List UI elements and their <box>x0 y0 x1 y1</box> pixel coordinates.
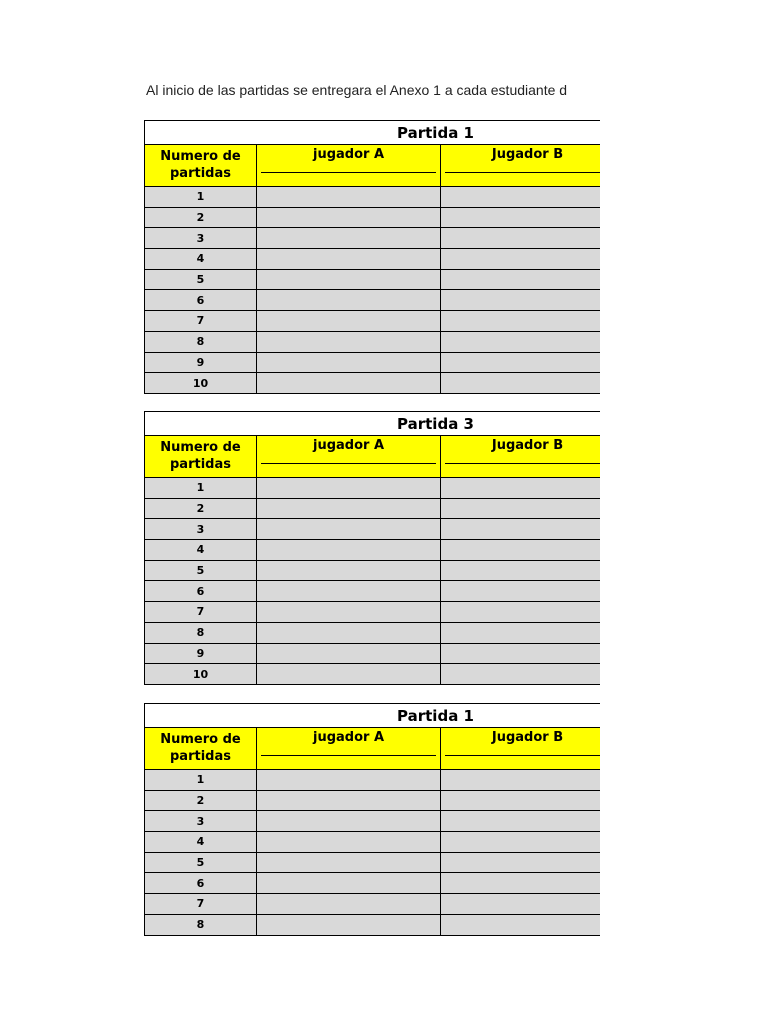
score-cell-jugador-b[interactable] <box>441 352 601 373</box>
score-cell-jugador-b[interactable] <box>441 249 601 270</box>
table-row <box>145 228 601 249</box>
score-cell-jugador-b[interactable] <box>441 832 601 853</box>
score-cell-jugador-b[interactable] <box>441 811 601 832</box>
row-number: 3 <box>145 811 257 832</box>
row-number: 2 <box>145 790 257 811</box>
table-row <box>145 187 601 208</box>
score-cell-jugador-a[interactable] <box>257 290 441 311</box>
table-row <box>145 331 601 352</box>
table-row <box>145 894 601 915</box>
table-row <box>145 643 601 664</box>
header-jugador-a: jugador A <box>257 145 441 187</box>
score-cell-jugador-b[interactable] <box>441 914 601 935</box>
table-row <box>145 852 601 873</box>
table-row <box>145 478 601 499</box>
name-line[interactable] <box>261 463 436 464</box>
score-cell-jugador-b[interactable] <box>441 269 601 290</box>
row-number: 7 <box>145 894 257 915</box>
score-cell-jugador-a[interactable] <box>257 560 441 581</box>
name-line[interactable] <box>445 755 600 756</box>
header-numero-partidas: Numero de partidas <box>145 145 257 187</box>
score-cell-jugador-a[interactable] <box>257 187 441 208</box>
table-row <box>145 832 601 853</box>
score-cell-jugador-a[interactable] <box>257 790 441 811</box>
header-numero-partidas: Numero de partidas <box>145 436 257 478</box>
score-cell-jugador-a[interactable] <box>257 478 441 499</box>
row-number: 6 <box>145 290 257 311</box>
score-cell-jugador-b[interactable] <box>441 664 601 685</box>
score-cell-jugador-a[interactable] <box>257 269 441 290</box>
score-cell-jugador-a[interactable] <box>257 228 441 249</box>
row-number: 4 <box>145 832 257 853</box>
score-cell-jugador-a[interactable] <box>257 770 441 791</box>
row-number: 8 <box>145 331 257 352</box>
header-numero-partidas: Numero de partidas <box>145 728 257 770</box>
score-cell-jugador-a[interactable] <box>257 498 441 519</box>
score-cell-jugador-b[interactable] <box>441 519 601 540</box>
name-line[interactable] <box>261 172 436 173</box>
score-cell-jugador-a[interactable] <box>257 311 441 332</box>
score-table-1 <box>144 120 600 394</box>
table-row <box>145 249 601 270</box>
score-cell-jugador-a[interactable] <box>257 352 441 373</box>
score-table-2 <box>144 411 600 685</box>
score-cell-jugador-b[interactable] <box>441 602 601 623</box>
header-jugador-b: Jugador B <box>441 145 601 187</box>
row-number: 1 <box>145 187 257 208</box>
table-title: Partida 3 <box>145 412 601 436</box>
score-cell-jugador-b[interactable] <box>441 187 601 208</box>
table-row <box>145 519 601 540</box>
table-title: Partida 1 <box>145 121 601 145</box>
score-cell-jugador-a[interactable] <box>257 914 441 935</box>
row-number: 10 <box>145 373 257 394</box>
score-cell-jugador-a[interactable] <box>257 207 441 228</box>
score-cell-jugador-b[interactable] <box>441 560 601 581</box>
score-cell-jugador-a[interactable] <box>257 602 441 623</box>
score-cell-jugador-a[interactable] <box>257 852 441 873</box>
table-row <box>145 311 601 332</box>
row-number: 9 <box>145 352 257 373</box>
score-cell-jugador-a[interactable] <box>257 664 441 685</box>
score-cell-jugador-b[interactable] <box>441 770 601 791</box>
row-number: 2 <box>145 207 257 228</box>
table-row <box>145 602 601 623</box>
score-cell-jugador-a[interactable] <box>257 519 441 540</box>
score-cell-jugador-b[interactable] <box>441 311 601 332</box>
row-number: 5 <box>145 269 257 290</box>
row-number: 9 <box>145 643 257 664</box>
row-number: 4 <box>145 249 257 270</box>
row-number: 5 <box>145 852 257 873</box>
table-row <box>145 873 601 894</box>
table-row <box>145 622 601 643</box>
table-row <box>145 581 601 602</box>
table-row <box>145 914 601 935</box>
row-number: 1 <box>145 478 257 499</box>
table-row <box>145 811 601 832</box>
row-number: 7 <box>145 311 257 332</box>
row-number: 3 <box>145 228 257 249</box>
score-cell-jugador-b[interactable] <box>441 852 601 873</box>
name-line[interactable] <box>261 755 436 756</box>
table-row <box>145 207 601 228</box>
table-row <box>145 352 601 373</box>
row-number: 6 <box>145 873 257 894</box>
score-cell-jugador-a[interactable] <box>257 373 441 394</box>
table-row <box>145 770 601 791</box>
table-row <box>145 498 601 519</box>
table-row <box>145 540 601 561</box>
score-table-3 <box>144 703 600 936</box>
table-row <box>145 290 601 311</box>
header-jugador-a: jugador A <box>257 728 441 770</box>
score-cell-jugador-b[interactable] <box>441 894 601 915</box>
table-title: Partida 1 <box>145 704 601 728</box>
row-number: 3 <box>145 519 257 540</box>
score-cell-jugador-b[interactable] <box>441 581 601 602</box>
score-cell-jugador-b[interactable] <box>441 478 601 499</box>
row-number: 8 <box>145 622 257 643</box>
score-cell-jugador-a[interactable] <box>257 873 441 894</box>
score-cell-jugador-b[interactable] <box>441 498 601 519</box>
intro-text: Al inicio de las partidas se entregara el Anexo 1 a cada estudiante d <box>146 82 568 98</box>
table-row <box>145 560 601 581</box>
score-cell-jugador-a[interactable] <box>257 540 441 561</box>
score-cell-jugador-a[interactable] <box>257 581 441 602</box>
header-jugador-a: jugador A <box>257 436 441 478</box>
header-jugador-b: Jugador B <box>441 436 601 478</box>
row-number: 5 <box>145 560 257 581</box>
score-cell-jugador-a[interactable] <box>257 894 441 915</box>
table-row <box>145 269 601 290</box>
name-line[interactable] <box>445 172 600 173</box>
table-row <box>145 790 601 811</box>
score-cell-jugador-b[interactable] <box>441 373 601 394</box>
row-number: 2 <box>145 498 257 519</box>
row-number: 10 <box>145 664 257 685</box>
row-number: 8 <box>145 914 257 935</box>
table-row <box>145 664 601 685</box>
score-cell-jugador-b[interactable] <box>441 228 601 249</box>
score-cell-jugador-a[interactable] <box>257 249 441 270</box>
score-cell-jugador-b[interactable] <box>441 643 601 664</box>
score-cell-jugador-a[interactable] <box>257 331 441 352</box>
score-cell-jugador-b[interactable] <box>441 873 601 894</box>
row-number: 4 <box>145 540 257 561</box>
score-cell-jugador-b[interactable] <box>441 207 601 228</box>
score-cell-jugador-a[interactable] <box>257 811 441 832</box>
name-line[interactable] <box>445 463 600 464</box>
score-cell-jugador-b[interactable] <box>441 790 601 811</box>
score-cell-jugador-a[interactable] <box>257 622 441 643</box>
row-number: 1 <box>145 770 257 791</box>
score-cell-jugador-b[interactable] <box>441 331 601 352</box>
header-jugador-b: Jugador B <box>441 728 601 770</box>
score-cell-jugador-b[interactable] <box>441 290 601 311</box>
row-number: 7 <box>145 602 257 623</box>
score-cell-jugador-b[interactable] <box>441 622 601 643</box>
score-cell-jugador-a[interactable] <box>257 643 441 664</box>
score-cell-jugador-b[interactable] <box>441 540 601 561</box>
row-number: 6 <box>145 581 257 602</box>
score-cell-jugador-a[interactable] <box>257 832 441 853</box>
table-row <box>145 373 601 394</box>
